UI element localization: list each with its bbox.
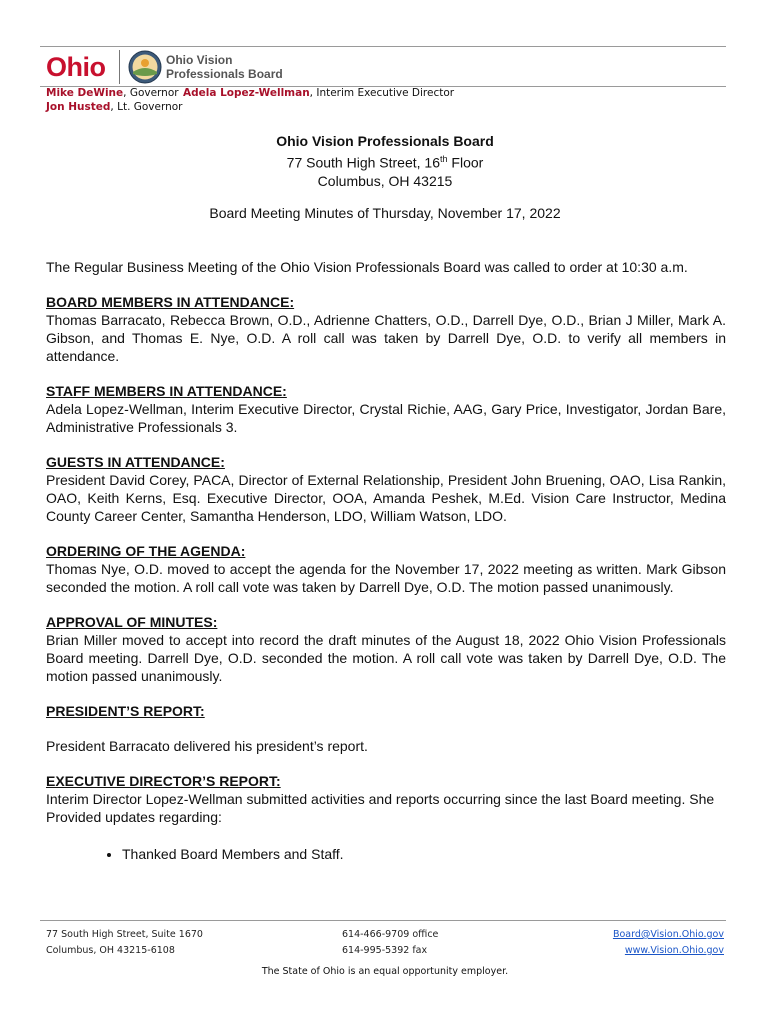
lt-governor-title: , Lt. Governor xyxy=(110,101,183,113)
section-heading: STAFF MEMBERS IN ATTENDANCE: xyxy=(46,383,287,399)
logo-divider xyxy=(119,50,120,84)
meeting-title: Board Meeting Minutes of Thursday, November 17, 2022 xyxy=(209,205,561,221)
org-title: Ohio Vision Professionals Board xyxy=(276,133,494,149)
ohio-logo-text: Ohio xyxy=(46,51,106,82)
footer-address xyxy=(46,927,203,959)
section-heading: EXECUTIVE DIRECTOR’S REPORT: xyxy=(46,773,281,789)
section-text: Brian Miller moved to accept into record the draft minutes of the August 18, 2022 Ohio Vision Professionals Board meeting. Darrell Dye, O.D. seconded the motion. A roll call vote was taken by Darrell Dye, O.D. The motion passed unanimously. xyxy=(46,632,726,684)
section-guests xyxy=(46,453,726,525)
org-address xyxy=(0,150,770,172)
section-text: Thomas Nye, O.D. moved to accept the agenda for the November 17, 2022 meeting as written. Mark Gibson seconded the motion. A roll call vote was taken by Darrell Dye, O.D. The motion passed unanimously. xyxy=(46,561,726,595)
list-item: • Thanked Board Members and Staff. xyxy=(122,845,726,863)
section-text: Interim Director Lopez-Wellman submitted activities and reports occurring since the last Board meeting. She Provided updates regarding: xyxy=(46,791,715,825)
section-text: Adela Lopez-Wellman, Interim Executive Director, Crystal Richie, AAG, Gary Price, Investigator, Jordan Bare, Administrative Professionals 3. xyxy=(46,401,726,435)
section-minutes xyxy=(46,613,726,685)
section-text: Thomas Barracato, Rebecca Brown, O.D., Adrienne Chatters, O.D., Darrell Dye, O.D., Brian J Miller, Mark A. Gibson, and Thomas E. Nye, O.D. A roll call was taken by Darrell Dye, O.D. to verify all members in attendance. xyxy=(46,312,726,364)
footer-links xyxy=(613,927,724,959)
section-presidents-report xyxy=(46,702,726,755)
section-heading: APPROVAL OF MINUTES: xyxy=(46,614,218,630)
ohio-logo xyxy=(46,50,106,84)
state-seal-icon xyxy=(128,50,162,84)
section-text: President David Corey, PACA, Director of External Relationship, President John Bruening, OAO, Lisa Rankin, OAO, Keith Kerns, Esq. Executive Director, OOA, Amanda Peshek, M.Ed. Vision Care Instructor, Medina County Career Center, Samantha Henderson, LDO, William Watson, LDO. xyxy=(46,472,726,524)
equal-opportunity-statement: The State of Ohio is an equal opportunity employer. xyxy=(261,966,509,977)
governor-name: Mike DeWine xyxy=(46,87,124,99)
section-heading: BOARD MEMBERS IN ATTENDANCE: xyxy=(46,294,295,310)
website-link[interactable]: www.Vision.Ohio.gov xyxy=(624,945,724,956)
email-link[interactable]: Board@Vision.Ohio.gov xyxy=(612,929,724,940)
address-street: 77 South High Street, 16 xyxy=(286,154,440,171)
governor-title: , Governor xyxy=(123,87,179,99)
footer-rule xyxy=(40,920,726,921)
section-board-members xyxy=(46,293,726,365)
agency-name xyxy=(166,53,283,81)
footer-address-line-2: Columbus, OH 43215-6108 xyxy=(46,945,175,956)
footer-address-line-1: 77 South High Street, Suite 1670 xyxy=(46,929,203,940)
footer-phone-office: 614-466-9709 office xyxy=(342,929,439,940)
director-title: , Interim Executive Director xyxy=(309,87,455,99)
section-heading: PRESIDENT’S REPORT: xyxy=(46,703,205,719)
document-title-block xyxy=(0,132,770,190)
updates-list xyxy=(46,845,726,863)
director-name: Adela Lopez-Wellman xyxy=(183,87,310,99)
section-text: President Barracato delivered his president’s report. xyxy=(46,738,368,754)
header-top-rule xyxy=(40,46,726,47)
agency-line-1: Ohio Vision xyxy=(166,53,233,67)
governor-block xyxy=(46,86,183,114)
section-executive-directors-report xyxy=(46,772,726,863)
section-staff-members xyxy=(46,382,726,436)
section-heading: GUESTS IN ATTENDANCE: xyxy=(46,454,225,470)
section-heading: ORDERING OF THE AGENDA: xyxy=(46,543,246,559)
address-floor: Floor xyxy=(447,154,484,171)
minutes-body xyxy=(46,258,726,863)
lt-governor-name: Jon Husted xyxy=(46,101,111,113)
address-sup: th xyxy=(440,154,448,164)
director-block xyxy=(183,86,454,100)
footer-phones xyxy=(342,927,438,959)
agency-line-2: Professionals Board xyxy=(166,67,283,81)
intro-paragraph: The Regular Business Meeting of the Ohio Vision Professionals Board was called to order at 10:30 a.m. xyxy=(46,259,688,275)
section-agenda xyxy=(46,542,726,596)
org-city: Columbus, OH 43215 xyxy=(317,172,453,189)
footer-phone-fax: 614-995-5392 fax xyxy=(342,945,428,956)
